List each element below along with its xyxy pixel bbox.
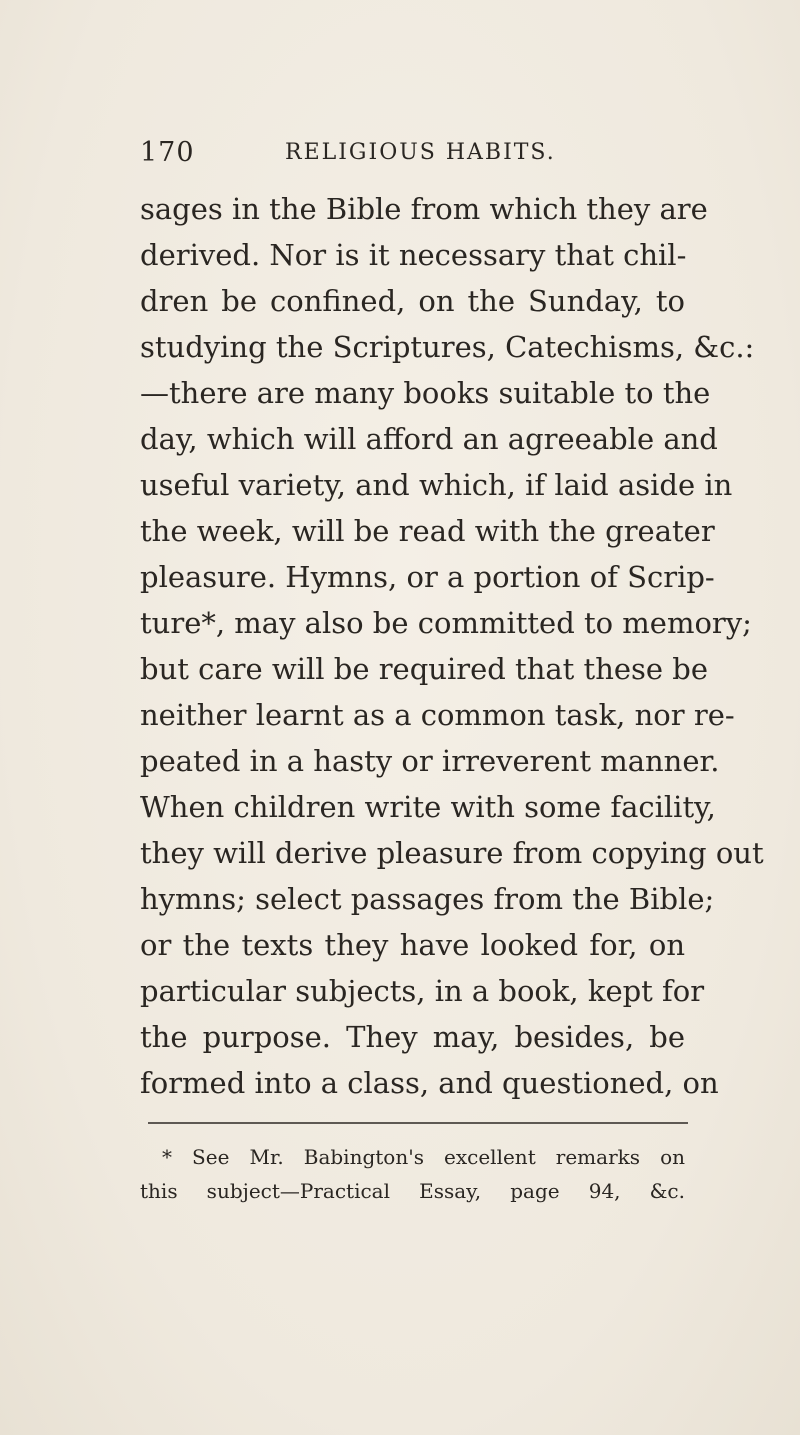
- footnote-divider: [148, 1122, 688, 1124]
- text-line: derived. Nor is it necessary that chil-: [140, 238, 687, 272]
- text-line: the week, will be read with the greater: [140, 514, 715, 548]
- footnote-line: * See Mr. Babington's excellent remarks on: [162, 1145, 685, 1169]
- footnote-line: this subject—Practical Essay, page 94, &c.: [140, 1179, 685, 1203]
- text-line: sages in the Bible from which they are: [140, 192, 708, 226]
- text-line: ture*, may also be committed to memory;: [140, 606, 752, 640]
- text-line: but care will be required that these be: [140, 652, 709, 686]
- text-line: day, which will afford an agreeable and: [140, 422, 718, 456]
- text-line: they will derive pleasure from copying out: [140, 836, 764, 870]
- running-title: RELIGIOUS HABITS.: [285, 140, 556, 165]
- page-number: 170: [140, 137, 195, 168]
- text-line: When children write with some facility,: [140, 790, 716, 824]
- text-line: formed into a class, and questioned, on: [140, 1066, 719, 1100]
- body-text: [140, 186, 764, 1106]
- text-line: —there are many books suitable to the: [140, 376, 711, 410]
- text-line: hymns; select passages from the Bible;: [140, 882, 715, 916]
- text-line: dren be confined, on the Sunday, to: [140, 284, 685, 318]
- text-line: pleasure. Hymns, or a portion of Scrip-: [140, 560, 715, 594]
- text-line: peated in a hasty or irreverent manner.: [140, 744, 720, 778]
- text-line: studying the Scriptures, Catechisms, &c.:: [140, 330, 755, 364]
- text-line: particular subjects, in a book, kept for: [140, 974, 705, 1008]
- text-line: useful variety, and which, if laid aside in: [140, 468, 733, 502]
- running-head: [140, 137, 680, 177]
- text-line: the purpose. They may, besides, be: [140, 1020, 685, 1054]
- text-line: neither learnt as a common task, nor re-: [140, 698, 735, 732]
- footnote: [140, 1140, 685, 1208]
- text-line: or the texts they have looked for, on: [140, 928, 685, 962]
